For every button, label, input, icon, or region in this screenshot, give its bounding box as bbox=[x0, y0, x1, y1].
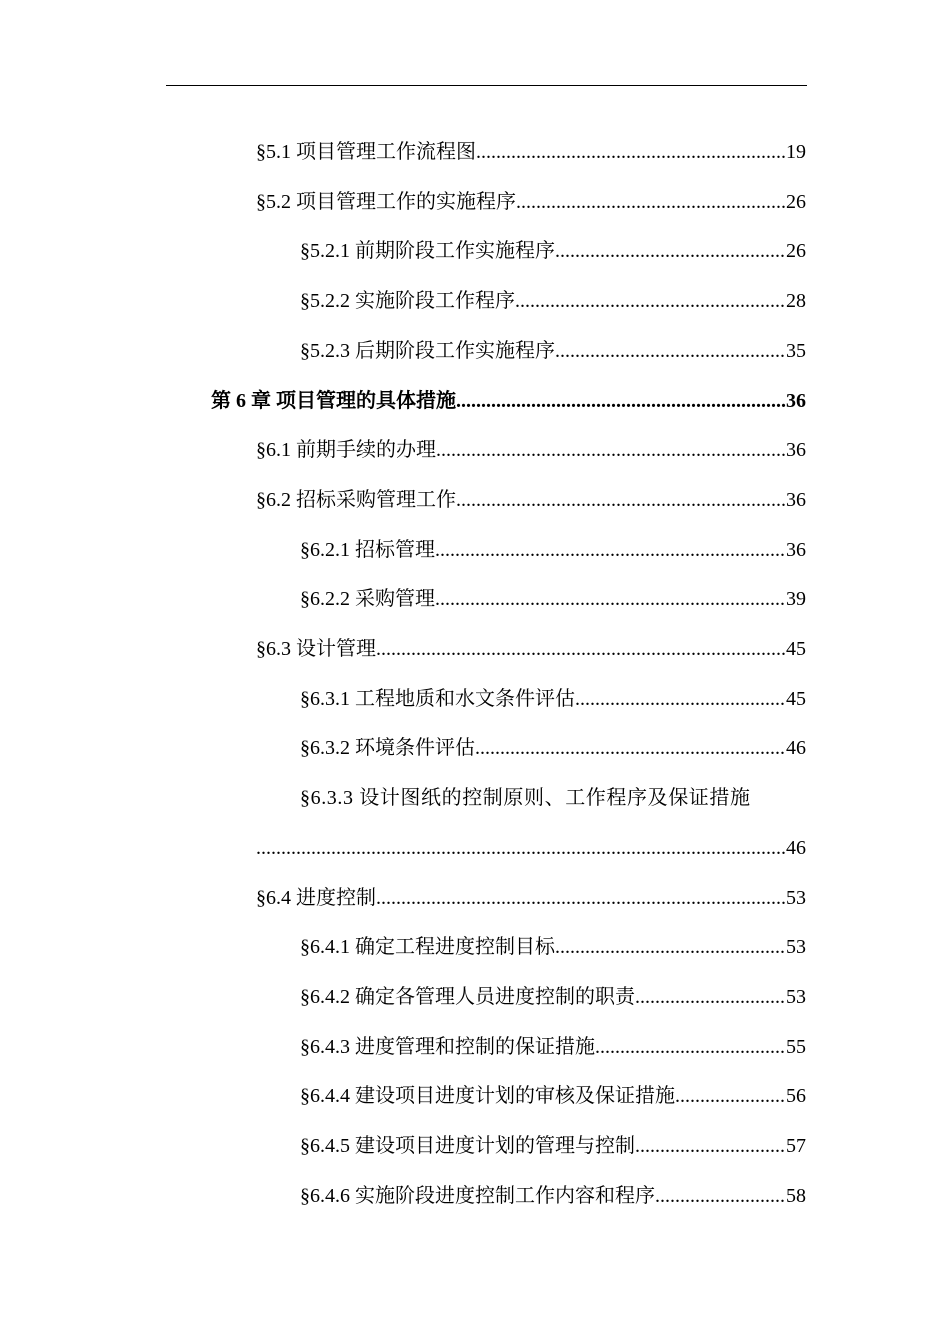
toc-leader-dots bbox=[475, 723, 786, 773]
toc-entry-title: §6.4.2 确定各管理人员进度控制的职责 bbox=[300, 986, 635, 1008]
toc-entry-6-2-2[interactable] bbox=[300, 574, 806, 624]
toc-entry-5-2-1[interactable] bbox=[300, 226, 806, 276]
toc-leader-dots bbox=[476, 127, 786, 177]
toc-entry-page: 39 bbox=[786, 588, 806, 610]
toc-leader-dots bbox=[376, 624, 786, 674]
toc-entry-page: 46 bbox=[786, 837, 806, 859]
toc-leader-dots bbox=[555, 226, 786, 276]
toc-entry-title: §6.2.2 采购管理 bbox=[300, 588, 435, 610]
toc-entry-title: §6.4.6 实施阶段进度控制工作内容和程序 bbox=[300, 1185, 655, 1207]
toc-entry-page: 36 bbox=[786, 539, 806, 561]
toc-leader-dots bbox=[655, 1171, 786, 1221]
toc-entry-6-4-6[interactable] bbox=[300, 1171, 806, 1221]
toc-leader-dots bbox=[675, 1071, 786, 1121]
toc-entry-6-2[interactable] bbox=[256, 475, 806, 525]
toc-entry-title: §5.2.1 前期阶段工作实施程序 bbox=[300, 240, 555, 262]
toc-entry-6-3-1[interactable] bbox=[300, 674, 806, 724]
toc-entry-title: §5.2.2 实施阶段工作程序 bbox=[300, 290, 515, 312]
toc-entry-6-2-1[interactable] bbox=[300, 525, 806, 575]
toc-entry-title: §5.2.3 后期阶段工作实施程序 bbox=[300, 340, 555, 362]
toc-entry-page: 55 bbox=[786, 1036, 806, 1058]
toc-leader-dots bbox=[635, 972, 786, 1022]
toc-leader-dots bbox=[376, 873, 786, 923]
toc-entry-5-2-3[interactable] bbox=[300, 326, 806, 376]
toc-entry-page: 58 bbox=[786, 1185, 806, 1207]
toc-leader-dots bbox=[436, 425, 786, 475]
toc-entry-title: §6.4 进度控制 bbox=[256, 887, 376, 909]
toc-leader-dots bbox=[456, 475, 786, 525]
toc-entry-title: §6.4.3 进度管理和控制的保证措施 bbox=[300, 1036, 595, 1058]
toc-entry-6-4-3[interactable] bbox=[300, 1022, 806, 1072]
toc-entry-title: §6.4.1 确定工程进度控制目标 bbox=[300, 936, 555, 958]
toc-entry-title: §6.3.2 环境条件评估 bbox=[300, 737, 475, 759]
toc-entry-page: 36 bbox=[786, 439, 806, 461]
header-rule bbox=[166, 85, 807, 86]
toc-entry-title: §6.3.3 设计图纸的控制原则、工作程序及保证措施 bbox=[300, 787, 751, 809]
toc-entry-title: §5.1 项目管理工作流程图 bbox=[256, 141, 476, 163]
toc-entry-title: §6.2 招标采购管理工作 bbox=[256, 489, 456, 511]
toc-entry-title: §6.3.1 工程地质和水文条件评估 bbox=[300, 688, 575, 710]
toc-entry-6-4-4[interactable] bbox=[300, 1071, 806, 1121]
toc-entry-page: 46 bbox=[786, 737, 806, 759]
toc-entry-page: 45 bbox=[786, 638, 806, 660]
toc-entry-page: 45 bbox=[786, 688, 806, 710]
toc-entry-title: §6.2.1 招标管理 bbox=[300, 539, 435, 561]
toc-entry-6-4[interactable] bbox=[256, 873, 806, 923]
toc-entry-6-3-3[interactable] bbox=[300, 773, 806, 823]
toc-entry-6-4-5[interactable] bbox=[300, 1121, 806, 1171]
toc-entry-6-4-2[interactable] bbox=[300, 972, 806, 1022]
toc-entry-page: 26 bbox=[786, 191, 806, 213]
toc-entry-6-3[interactable] bbox=[256, 624, 806, 674]
toc-leader-dots bbox=[555, 326, 786, 376]
toc-entry-6-3-3-leader[interactable] bbox=[256, 823, 806, 873]
toc-leader-dots bbox=[595, 1022, 786, 1072]
toc-leader-dots bbox=[555, 922, 786, 972]
toc-entry-page: 36 bbox=[786, 390, 806, 412]
toc-entry-page: 57 bbox=[786, 1135, 806, 1157]
toc-leader-dots bbox=[256, 823, 786, 873]
toc-entry-6-1[interactable] bbox=[256, 425, 806, 475]
toc-entry-chapter-6[interactable] bbox=[211, 376, 806, 426]
toc-leader-dots bbox=[456, 376, 786, 426]
toc-entry-title: §6.3 设计管理 bbox=[256, 638, 376, 660]
toc-entry-page: 35 bbox=[786, 340, 806, 362]
toc-entry-page: 19 bbox=[786, 141, 806, 163]
toc-leader-dots bbox=[575, 674, 786, 724]
toc-entry-page: 56 bbox=[786, 1085, 806, 1107]
toc-entry-title: §5.2 项目管理工作的实施程序 bbox=[256, 191, 516, 213]
toc-entry-title: §6.1 前期手续的办理 bbox=[256, 439, 436, 461]
toc-entry-page: 53 bbox=[786, 986, 806, 1008]
toc-entry-6-4-1[interactable] bbox=[300, 922, 806, 972]
toc-entry-title: §6.4.4 建设项目进度计划的审核及保证措施 bbox=[300, 1085, 675, 1107]
toc-entry-page: 26 bbox=[786, 240, 806, 262]
toc-entry-page: 36 bbox=[786, 489, 806, 511]
toc-entry-title: §6.4.5 建设项目进度计划的管理与控制 bbox=[300, 1135, 635, 1157]
toc-leader-dots bbox=[435, 574, 786, 624]
toc-entry-5-1[interactable] bbox=[256, 127, 806, 177]
toc-entry-5-2-2[interactable] bbox=[300, 276, 806, 326]
toc-leader-dots bbox=[515, 276, 786, 326]
toc-entry-page: 53 bbox=[786, 936, 806, 958]
toc-entry-page: 28 bbox=[786, 290, 806, 312]
toc-leader-dots bbox=[435, 525, 786, 575]
toc-entry-6-3-2[interactable] bbox=[300, 723, 806, 773]
toc-leader-dots bbox=[516, 177, 786, 227]
toc-leader-dots bbox=[635, 1121, 786, 1171]
toc-entry-title: 第 6 章 项目管理的具体措施 bbox=[211, 390, 456, 412]
toc-entry-page: 53 bbox=[786, 887, 806, 909]
toc-entry-5-2[interactable] bbox=[256, 177, 806, 227]
